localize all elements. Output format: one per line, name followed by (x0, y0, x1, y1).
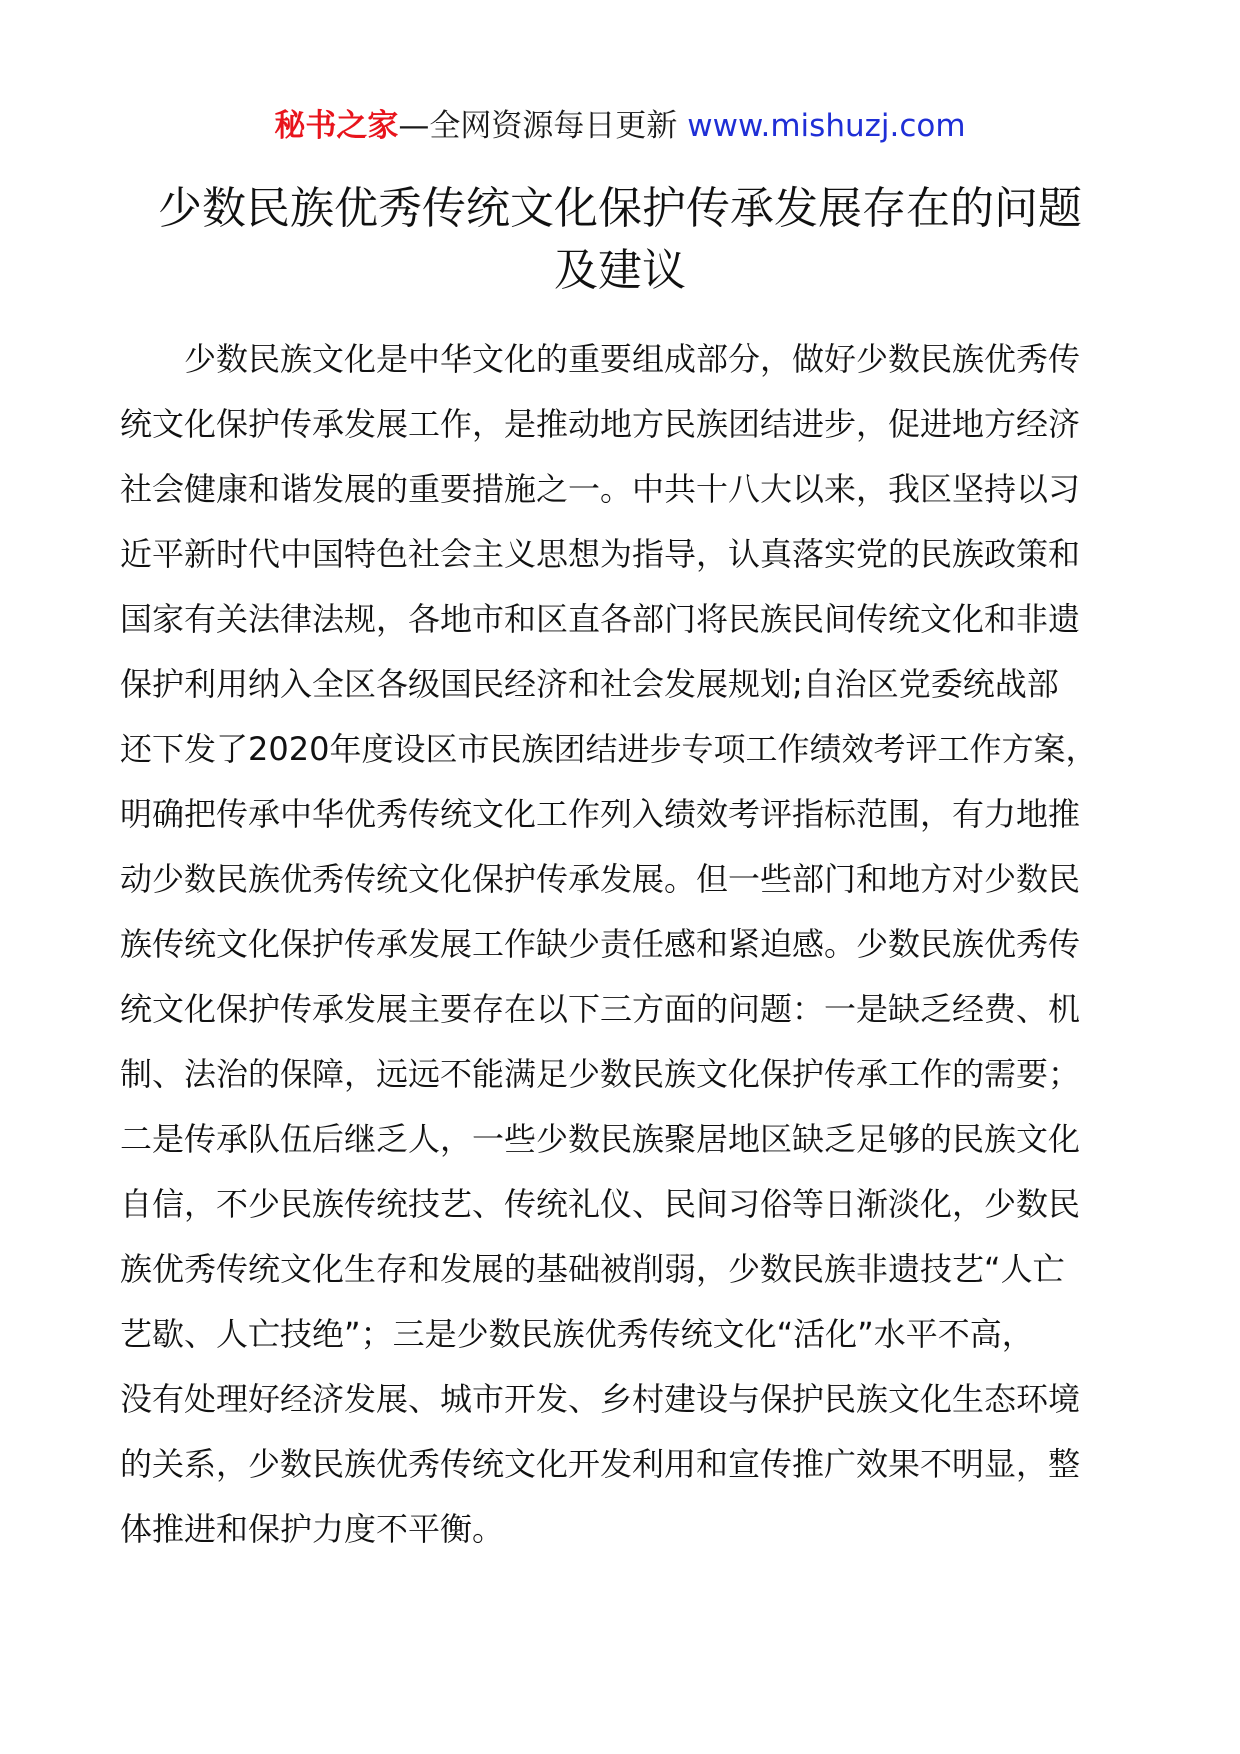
paragraph-line: 制、法治的保障，远远不能满足少数民族文化保护传承工作的需要； (120, 1055, 1081, 1093)
paragraph-line: 动少数民族优秀传统文化保护传承发展。但一些部门和地方对少数民 (120, 860, 1081, 898)
paragraph-line: 体推进和保护力度不平衡。 (120, 1510, 505, 1548)
paragraph-line: 自信，不少民族传统技艺、传统礼仪、民间习俗等日渐淡化，少数民 (120, 1185, 1081, 1223)
paragraph-line: 族传统文化保护传承发展工作缺少责任感和紧迫感。少数民族优秀传 (120, 925, 1081, 963)
paragraph-line: 统文化保护传承发展工作，是推动地方民族团结进步，促进地方经济 (120, 405, 1081, 443)
title-line: 及建议 (554, 245, 686, 296)
paragraph-line: 明确把传承中华优秀传统文化工作列入绩效考评指标范围，有力地推 (120, 795, 1081, 833)
paragraph-line: 族优秀传统文化生存和发展的基础被削弱，少数民族非遗技艺“人亡 (120, 1250, 1065, 1288)
header-slogan: —全网资源每日更新 (398, 108, 678, 144)
document-title (120, 178, 1120, 302)
paragraph-line: 没有处理好经济发展、城市开发、乡村建设与保护民族文化生态环境 (120, 1380, 1081, 1418)
paragraph-line: 保护利用纳入全区各级国民经济和社会发展规划;自治区党委统战部 (120, 665, 1059, 703)
paragraph-line: 艺歇、人亡技绝”；三是少数民族优秀传统文化“活化”水平不高， (120, 1315, 1034, 1353)
paragraph-line: 统文化保护传承发展主要存在以下三方面的问题：一是缺乏经费、机 (120, 990, 1081, 1028)
paragraph-line: 社会健康和谐发展的重要措施之一。中共十八大以来，我区坚持以习 (120, 470, 1081, 508)
site-header (0, 104, 1240, 148)
paragraph-line: 近平新时代中国特色社会主义思想为指导，认真落实党的民族政策和 (120, 535, 1081, 573)
paragraph-line: 二是传承队伍后继乏人，一些少数民族聚居地区缺乏足够的民族文化 (120, 1120, 1081, 1158)
paragraph-line: 国家有关法律法规，各地市和区直各部门将民族民间传统文化和非遗 (120, 600, 1081, 638)
paragraph-line: 的关系，少数民族优秀传统文化开发利用和宣传推广效果不明显，整 (120, 1445, 1081, 1483)
paragraph-line: 少数民族文化是中华文化的重要组成部分，做好少数民族优秀传 (184, 340, 1081, 378)
paragraph-line: 还下发了2020年度设区市民族团结进步专项工作绩效考评工作方案， (120, 730, 1098, 768)
brand-name: 秘书之家 (274, 108, 399, 144)
site-url-link[interactable]: www.mishuzj.com (687, 108, 966, 144)
document-body (120, 327, 1120, 1562)
title-line: 少数民族优秀传统文化保护传承发展存在的问题 (158, 183, 1082, 234)
